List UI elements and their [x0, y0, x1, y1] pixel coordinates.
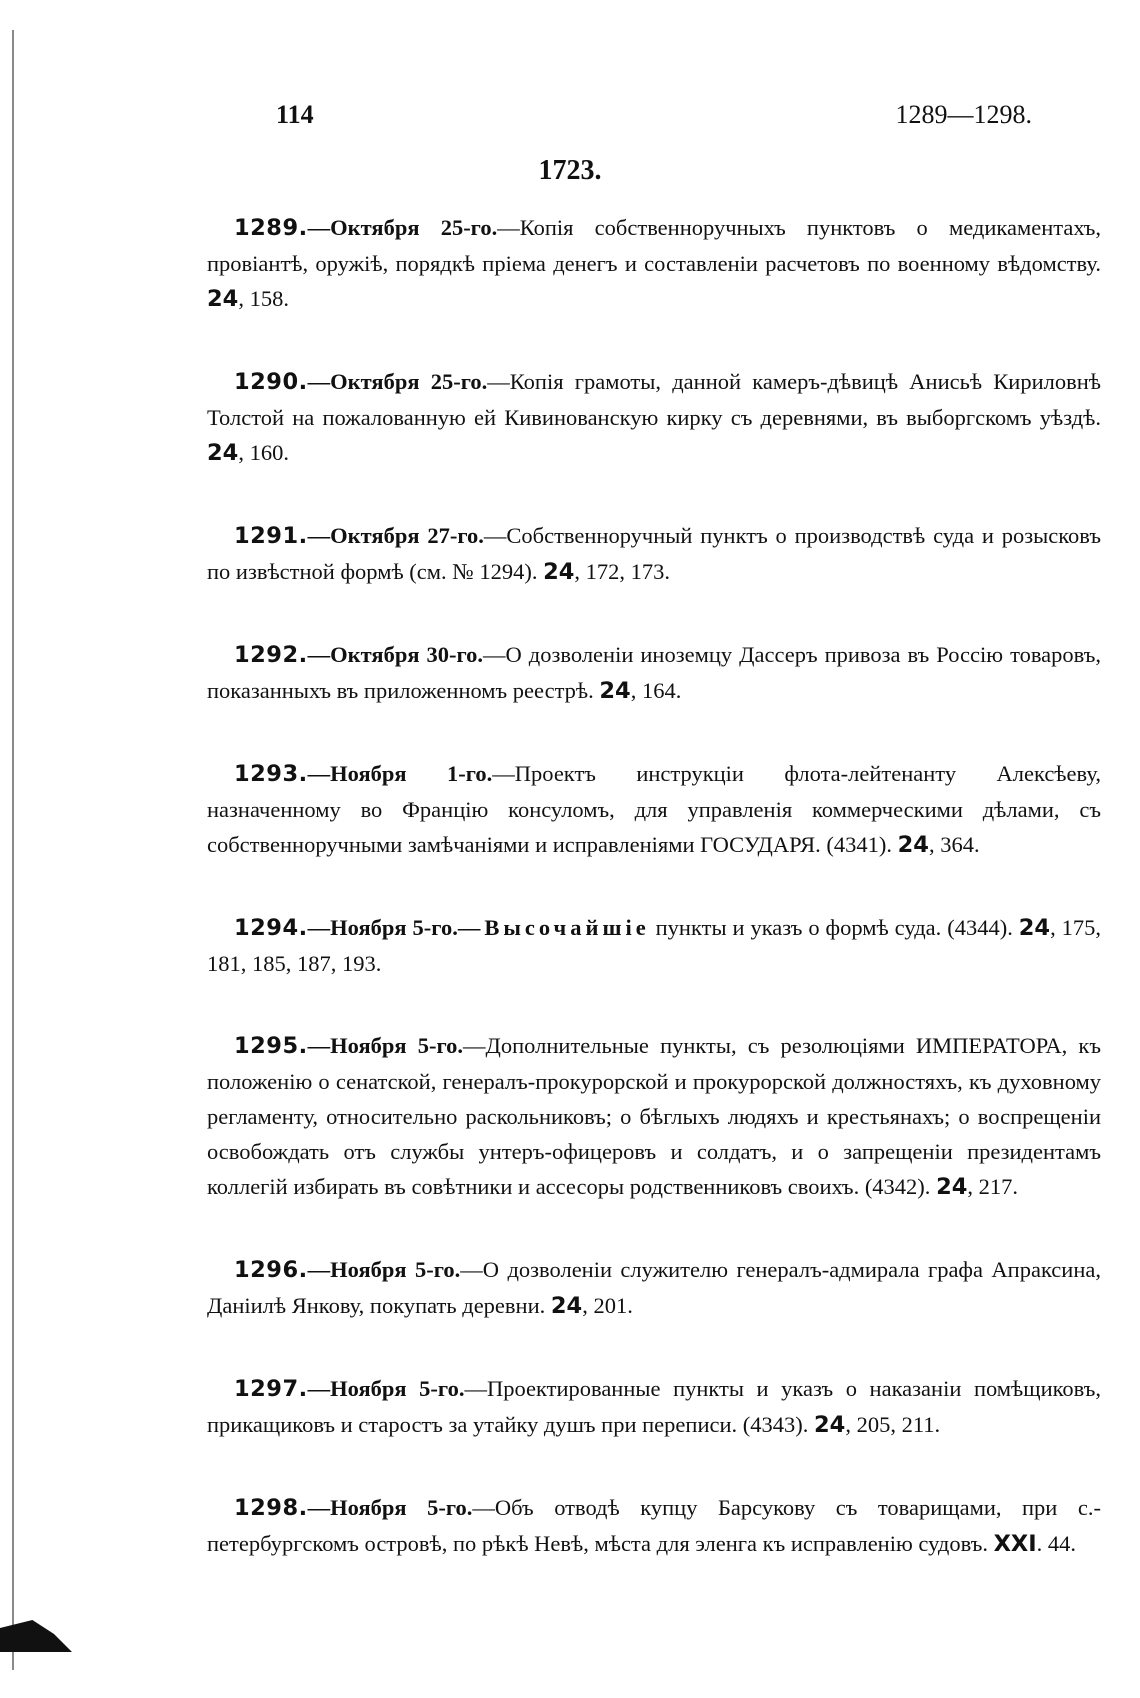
entry-date: —Ноября 5-го.: [307, 1033, 464, 1058]
entries-list: [207, 210, 1101, 1609]
entry-volume: 24: [897, 832, 929, 858]
entry-date: —Октября 25-го.: [307, 369, 488, 394]
entry-date: —Ноября 5-го.: [307, 1495, 473, 1520]
entry: [207, 756, 1101, 863]
entry-pages: , 160.: [238, 440, 289, 465]
entry-pages: , 175, 181, 185, 187, 193.: [207, 915, 1102, 976]
entry-pages: , 217.: [967, 1174, 1018, 1199]
entry: [207, 637, 1101, 709]
entry-text: —О дозволеніи служителю генералъ-адмирала графа Апраксина, Даніилѣ Янкову, покупать деревни.: [207, 1257, 1101, 1318]
entry-volume: 24: [550, 1293, 583, 1319]
entry-volume: 24: [814, 1412, 846, 1438]
entry-text: —Копія грамоты, данной камеръ-дѣвицѣ Анисьѣ Кириловнѣ Толстой на пожалованную ей Кивинованскую кирку съ деревнями, въ выборгскомъ уѣздѣ.: [207, 369, 1102, 430]
entry-text: —Объ отводѣ купцу Барсукову съ товарищами, при с.-петербургскомъ островѣ, по рѣкѣ Невѣ, мѣста для эленга къ исправленію судовъ.: [207, 1495, 1101, 1556]
entry-number: 1295.: [234, 1033, 308, 1059]
entry-pages: , 364.: [928, 832, 980, 857]
entry-date: —Ноября 1-го.: [307, 761, 493, 786]
entry-volume: 24: [207, 286, 239, 312]
page-number: 114: [276, 100, 314, 129]
entry-volume: 24: [207, 440, 239, 466]
entry-text: —Дополнительные пункты, съ резолюціями ИМПЕРАТОРА, къ положенію о сенатской, генералъ-прокурорской и прокурорской должностяхъ, къ духовному регламенту, относительно раскольниковъ; о бѣглыхъ людяхъ и крестьянахъ; о воспрещеніи освобождать отъ службы унтеръ-офицеровъ и солдатъ, и о запрещеніи президентамъ коллегій избирать въ совѣтники и ассесоры родственниковъ своихъ. (4342).: [207, 1033, 1101, 1199]
entry: [207, 210, 1101, 317]
entry-range: 1289—1298.: [895, 100, 1032, 129]
entry-pages: , 205, 211.: [845, 1412, 941, 1437]
entry-number: 1292.: [234, 642, 308, 668]
entry-text-spaced: —Высочайшіе: [457, 915, 650, 940]
entry-text: —О дозволеніи иноземцу Дассеръ привоза въ Россію товаровъ, показанныхъ въ приложенномъ реестрѣ.: [207, 642, 1101, 703]
entry-date: —Ноября 5-го.: [307, 1257, 461, 1282]
entry: [207, 364, 1101, 471]
entry-text: пункты и указъ о формѣ суда. (4344).: [649, 915, 1013, 940]
page-edge-line: [12, 30, 14, 1670]
scan-smudge: [0, 1612, 72, 1652]
entry-number: 1290.: [234, 369, 308, 395]
entry-date: —Ноября 5-го.: [307, 1376, 465, 1401]
entry-text: —Копія собственноручныхъ пунктовъ о медикаментахъ, провіантѣ, оружіѣ, порядкѣ пріема денегъ и составленіи расчетовъ по военному вѣдомству.: [207, 215, 1101, 276]
entry: [207, 1490, 1101, 1562]
entry-date: —Октября 25-го.: [307, 215, 498, 240]
entry-volume: 24: [936, 1174, 968, 1200]
entry-pages: , 158.: [238, 286, 289, 311]
entry-text: —Проектъ инструкціи флота-лейтенанту Алексѣеву, назначенному во Францію консуломъ, для управленія коммерческими дѣлами, съ собственноручными замѣчаніями и исправленіями ГОСУДАРЯ. (4341).: [207, 761, 1101, 857]
entry-pages: , 164.: [630, 678, 682, 703]
entry-text: —Собственноручный пунктъ о производствѣ суда и розысковъ по извѣстной формѣ (см. № 1294).: [207, 523, 1101, 584]
entry-number: 1293.: [234, 761, 308, 787]
entry-number: 1289.: [234, 215, 308, 241]
entry: [207, 518, 1101, 590]
entry-date: —Ноября 5-го.: [307, 915, 458, 940]
entry-number: 1298.: [234, 1495, 308, 1521]
entry-pages: , 172, 173.: [574, 559, 671, 584]
entry-number: 1294.: [234, 915, 308, 941]
page-header: [276, 100, 1032, 140]
entry-pages: , 201.: [582, 1293, 633, 1318]
section-year: 1723.: [538, 155, 602, 186]
entry-number: 1291.: [234, 523, 308, 549]
entry-number: 1297.: [234, 1376, 308, 1402]
entry-volume: 24: [543, 559, 575, 585]
entry: [207, 1371, 1101, 1443]
entry: [207, 1028, 1101, 1205]
entry-date: —Октября 30-го.: [307, 642, 484, 667]
entry-text: —Проектированные пункты и указъ о наказаніи помѣщиковъ, прикащиковъ и старостъ за утайку душъ при переписи. (4343).: [207, 1376, 1101, 1437]
entry-date: —Октября 27-го.: [307, 523, 484, 548]
entry-number: 1296.: [234, 1257, 308, 1283]
entry: [207, 1252, 1101, 1324]
entry-volume: XXI: [993, 1531, 1037, 1557]
entry-volume: 24: [599, 678, 631, 704]
entry-volume: 24: [1018, 915, 1051, 941]
entry: [207, 910, 1101, 981]
entry-pages: . 44.: [1036, 1531, 1077, 1556]
